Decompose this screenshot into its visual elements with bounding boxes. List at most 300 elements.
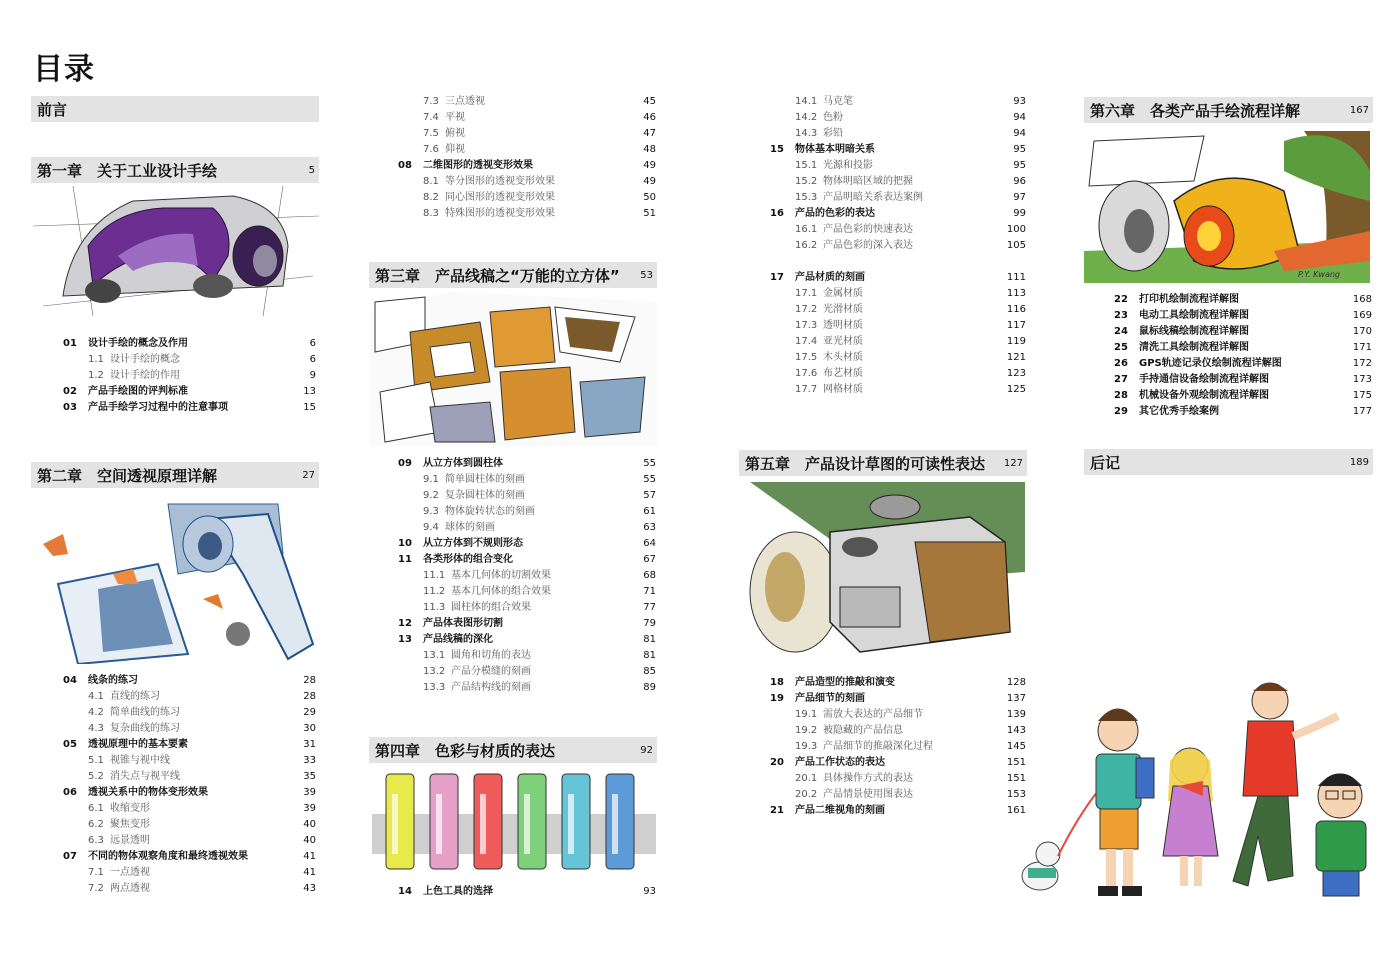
toc-entry-number: 9.1 (423, 474, 439, 485)
toc-entry-page: 46 (643, 112, 656, 123)
toc-entry-page: 81 (643, 634, 656, 645)
ch1-car-sketch (33, 186, 319, 316)
toc-entry-number: 09 (398, 458, 412, 469)
toc-entry-title: 产品结构线的刻画 (451, 682, 531, 693)
toc-entry-number: 17.3 (795, 320, 818, 331)
toc-entry-number: 16 (770, 208, 784, 219)
toc-entry[interactable] (770, 270, 1026, 286)
toc-entry-title: 网格材质 (823, 384, 863, 395)
toc-entry-title: 光源和投影 (823, 160, 873, 171)
toc-entry[interactable] (1114, 372, 1372, 388)
toc-entry-page: 55 (643, 474, 656, 485)
toc-entry[interactable] (63, 400, 316, 416)
section-bar-ch6[interactable] (1084, 97, 1373, 123)
toc-entry-title: 二维图形的透视变形效果 (423, 160, 533, 171)
toc-entry-number: 01 (63, 338, 77, 349)
toc-entry-title: 物体明暗区域的把握 (823, 176, 913, 187)
toc-entry-number: 7.4 (423, 112, 439, 123)
toc-entry-page: 63 (643, 522, 656, 533)
toc-entry[interactable] (63, 833, 316, 849)
toc-entry-page: 47 (643, 128, 656, 139)
toc-entry-page: 57 (643, 490, 656, 501)
toc-entry-number: 02 (63, 386, 77, 397)
toc-entry-title: 线条的练习 (88, 675, 138, 686)
toc-entry-page: 28 (303, 675, 316, 686)
toc-entry-number: 27 (1114, 374, 1128, 385)
toc-entry-page: 143 (1006, 725, 1026, 736)
toc-entry-title: 亚光材质 (823, 336, 863, 347)
toc-entry-number: 15.2 (795, 176, 818, 187)
toc-entry[interactable] (770, 350, 1026, 366)
toc-entry-page: 177 (1352, 406, 1372, 417)
toc-entry[interactable] (63, 785, 316, 801)
toc-entry[interactable] (770, 755, 1026, 771)
toc-entry-title: 木头材质 (823, 352, 863, 363)
toc-entry[interactable] (1114, 404, 1372, 420)
section-bar-ch1[interactable] (31, 157, 319, 183)
toc-entry-number: 05 (63, 739, 77, 750)
toc-entry-title: 产品明暗关系表达案例 (823, 192, 923, 203)
toc-entry[interactable] (770, 318, 1026, 334)
toc-entry-title: 物体旋转状态的刻画 (445, 506, 535, 517)
toc-entry-number: 03 (63, 402, 77, 413)
toc-entry[interactable] (63, 352, 316, 368)
toc-entry-title: 基本几何体的组合效果 (451, 586, 551, 597)
toc-entry-page: 117 (1006, 320, 1026, 331)
toc-entry-number: 12 (398, 618, 412, 629)
toc-entry-title: 金属材质 (823, 288, 863, 299)
toc-entry-title: 三点透视 (445, 96, 485, 107)
toc-entry[interactable] (770, 206, 1026, 222)
toc-entry-page: 31 (303, 739, 316, 750)
section-title: 第二章 空间透视原理详解 (37, 467, 218, 485)
toc-entry-number: 14.3 (795, 128, 818, 139)
toc-entry[interactable] (770, 286, 1026, 302)
toc-entry[interactable] (1114, 308, 1372, 324)
toc-entry-number: 4.3 (88, 723, 104, 734)
toc-entry-page: 39 (303, 803, 316, 814)
toc-entry[interactable] (398, 600, 656, 616)
section-bar-afterword[interactable] (1084, 449, 1373, 475)
toc-entry-page: 40 (303, 819, 316, 830)
toc-entry-page: 99 (1013, 208, 1026, 219)
toc-entry[interactable] (770, 691, 1026, 707)
toc-entry[interactable] (63, 673, 316, 689)
toc-entry-number: 4.1 (88, 691, 104, 702)
toc-entry-title: 圆角和切角的表达 (451, 650, 531, 661)
toc-entry-number: 08 (398, 160, 412, 171)
toc-entry[interactable] (398, 616, 656, 632)
toc-entry-page: 45 (643, 96, 656, 107)
toc-entry-number: 25 (1114, 342, 1128, 353)
toc-entry[interactable] (770, 803, 1026, 819)
toc-entry-page: 151 (1006, 773, 1026, 784)
toc-entry-title: 光滑材质 (823, 304, 863, 315)
toc-entry-title: 马克笔 (823, 96, 853, 107)
toc-entry-title: 产品材质的刻画 (795, 272, 865, 283)
toc-entry[interactable] (1114, 340, 1372, 356)
toc-entry-page: 6 (309, 338, 316, 349)
toc-entry[interactable] (398, 884, 656, 900)
toc-entry[interactable] (770, 110, 1026, 126)
toc-entry-page: 96 (1013, 176, 1026, 187)
toc-entry[interactable] (398, 142, 656, 158)
toc-entry-number: 19 (770, 693, 784, 704)
section-title: 前言 (37, 101, 68, 119)
toc-entry[interactable] (398, 174, 656, 190)
toc-entry-page: 161 (1006, 805, 1026, 816)
section-bar-ch2[interactable] (31, 462, 319, 488)
toc-entry-title: 消失点与视平线 (110, 771, 180, 782)
toc-entry[interactable] (770, 787, 1026, 803)
toc-entry[interactable] (398, 158, 656, 174)
toc-entry-number: 21 (770, 805, 784, 816)
toc-entry-title: 平视 (445, 112, 465, 123)
toc-entry-title: 产品细节的刻画 (795, 693, 865, 704)
toc-entry-title: 产品手绘图的评判标准 (88, 386, 188, 397)
toc-entry-title: 物体基本明暗关系 (795, 144, 875, 155)
toc-entry[interactable] (398, 568, 656, 584)
toc-entry-number: 17.2 (795, 304, 818, 315)
toc-entry-number: 5.2 (88, 771, 104, 782)
toc-entry-number: 8.2 (423, 192, 439, 203)
toc-entry-number: 17.5 (795, 352, 818, 363)
section-title: 第三章 产品线稿之“万能的立方体” (375, 267, 620, 285)
ch4-bottles-sketch (372, 769, 656, 877)
toc-entry-number: 23 (1114, 310, 1128, 321)
toc-entry-number: 15.1 (795, 160, 818, 171)
toc-entry-page: 15 (303, 402, 316, 413)
toc-entry-number: 7.3 (423, 96, 439, 107)
toc-entry-number: 17 (770, 272, 784, 283)
toc-entry[interactable] (398, 206, 656, 222)
toc-entry[interactable] (770, 382, 1026, 398)
toc-entry-page: 97 (1013, 192, 1026, 203)
toc-entry-page: 48 (643, 144, 656, 155)
toc-entry-number: 13.2 (423, 666, 446, 677)
artist-signature: P.Y. Kwang (1297, 270, 1340, 279)
toc-entry-page: 30 (303, 723, 316, 734)
toc-entry-title: 产品造型的推敲和演变 (795, 677, 895, 688)
toc-entry-page: 93 (643, 886, 656, 897)
section-page: 189 (1349, 457, 1369, 468)
toc-entry-number: 13.3 (423, 682, 446, 693)
toc-entry-page: 94 (1013, 112, 1026, 123)
toc-entry[interactable] (398, 488, 656, 504)
toc-entry-title: 透视原理中的基本要素 (88, 739, 188, 750)
toc-entry-page: 128 (1006, 677, 1026, 688)
toc-entry[interactable] (770, 222, 1026, 238)
toc-entry-title: 仰视 (445, 144, 465, 155)
toc-entry[interactable] (398, 664, 656, 680)
toc-entry-page: 68 (643, 570, 656, 581)
toc-entry-page: 71 (643, 586, 656, 597)
toc-entry-number: 9.3 (423, 506, 439, 517)
toc-entry-title: 需放大表达的产品细节 (823, 709, 923, 720)
toc-entry[interactable] (398, 648, 656, 664)
toc-entry-title: 同心图形的透视变形效果 (445, 192, 555, 203)
section-bar-ch3[interactable] (369, 262, 657, 288)
toc-entry[interactable] (398, 472, 656, 488)
toc-entry[interactable] (770, 142, 1026, 158)
toc-entry-page: 121 (1006, 352, 1026, 363)
toc-entry[interactable] (398, 520, 656, 536)
toc-entry-page: 123 (1006, 368, 1026, 379)
section-page: 127 (1003, 458, 1023, 469)
toc-entry-number: 13 (398, 634, 412, 645)
toc-entry[interactable] (1114, 356, 1372, 372)
toc-entry-number: 06 (63, 787, 77, 798)
ch3-cube-sketch (370, 292, 657, 446)
toc-entry-page: 35 (303, 771, 316, 782)
toc-entry-number: 11.3 (423, 602, 446, 613)
toc-entry-page: 95 (1013, 160, 1026, 171)
toc-entry[interactable] (398, 126, 656, 142)
toc-entry-title: 机械设备外观绘制流程详解图 (1139, 390, 1269, 401)
toc-entry-number: 18 (770, 677, 784, 688)
toc-entry-title: 俯视 (445, 128, 465, 139)
toc-entry-page: 85 (643, 666, 656, 677)
toc-entry-page: 39 (303, 787, 316, 798)
toc-entry[interactable] (63, 368, 316, 384)
toc-entry[interactable] (770, 302, 1026, 318)
toc-entry-title: 各类形体的组合变化 (423, 554, 513, 565)
toc-entry[interactable] (770, 675, 1026, 691)
toc-entry[interactable] (1114, 292, 1372, 308)
toc-entry[interactable] (1114, 324, 1372, 340)
toc-entry[interactable] (398, 584, 656, 600)
toc-entry-page: 93 (1013, 96, 1026, 107)
section-bar-ch5[interactable] (739, 450, 1027, 476)
toc-entry[interactable] (770, 334, 1026, 350)
toc-entry-title: 产品细节的推敲深化过程 (823, 741, 933, 752)
toc-entry[interactable] (63, 849, 316, 865)
toc-entry-title: 产品线稿的深化 (423, 634, 493, 645)
toc-entry-number: 26 (1114, 358, 1128, 369)
toc-entry-number: 19.3 (795, 741, 818, 752)
section-title: 后记 (1090, 454, 1121, 472)
toc-entry[interactable] (398, 504, 656, 520)
toc-entry-title: 不同的物体观察角度和最终透视效果 (88, 851, 248, 862)
toc-entry-page: 33 (303, 755, 316, 766)
toc-entry-page: 89 (643, 682, 656, 693)
toc-entry-number: 13.1 (423, 650, 446, 661)
section-page: 92 (640, 745, 653, 756)
toc-entry[interactable] (770, 158, 1026, 174)
toc-entry-number: 7.2 (88, 883, 104, 894)
toc-entry-page: 43 (303, 883, 316, 894)
toc-entry-page: 168 (1352, 294, 1372, 305)
toc-entry-page: 173 (1352, 374, 1372, 385)
toc-entry-number: 14.2 (795, 112, 818, 123)
toc-entry[interactable] (63, 705, 316, 721)
toc-entry-title: 彩铅 (823, 128, 843, 139)
toc-entry[interactable] (770, 366, 1026, 382)
ch2-hairdryer-sketch (38, 494, 316, 664)
toc-entry[interactable] (63, 865, 316, 881)
toc-entry-page: 145 (1006, 741, 1026, 752)
toc-entry-page: 137 (1006, 693, 1026, 704)
section-title: 第五章 产品设计草图的可读性表达 (745, 455, 986, 473)
toc-entry-title: 被隐藏的产品信息 (823, 725, 903, 736)
toc-entry-title: 设计手绘的概念及作用 (88, 338, 188, 349)
toc-entry-title: 布艺材质 (823, 368, 863, 379)
toc-entry[interactable] (770, 771, 1026, 787)
toc-entry-page: 125 (1006, 384, 1026, 395)
toc-entry-page: 116 (1006, 304, 1026, 315)
toc-entry-page: 40 (303, 835, 316, 846)
toc-entry-number: 17.6 (795, 368, 818, 379)
toc-entry-title: 产品工作状态的表达 (795, 757, 885, 768)
toc-entry-title: 产品色彩的快速表达 (823, 224, 913, 235)
toc-entry[interactable] (398, 190, 656, 206)
toc-entry-number: 8.3 (423, 208, 439, 219)
toc-entry-number: 17.1 (795, 288, 818, 299)
section-page: 5 (308, 165, 315, 176)
toc-entry-page: 61 (643, 506, 656, 517)
toc-entry-title: 产品情景使用图表达 (823, 789, 913, 800)
toc-entry-page: 49 (643, 160, 656, 171)
toc-entry-number: 11 (398, 554, 412, 565)
toc-entry-page: 50 (643, 192, 656, 203)
toc-entry-number: 19.1 (795, 709, 818, 720)
toc-entry-number: 20.2 (795, 789, 818, 800)
toc-entry-number: 20 (770, 757, 784, 768)
toc-entry[interactable] (63, 689, 316, 705)
toc-entry-page: 49 (643, 176, 656, 187)
toc-entry-page: 151 (1006, 757, 1026, 768)
toc-entry-title: 远景透明 (110, 835, 150, 846)
toc-entry-page: 94 (1013, 128, 1026, 139)
toc-entry-page: 67 (643, 554, 656, 565)
toc-entry[interactable] (63, 336, 316, 352)
toc-entry-number: 29 (1114, 406, 1128, 417)
toc-entry[interactable] (398, 632, 656, 648)
toc-entry-number: 14.1 (795, 96, 818, 107)
section-bar-ch4[interactable] (369, 737, 657, 763)
toc-entry[interactable] (770, 238, 1026, 254)
toc-entry-page: 29 (303, 707, 316, 718)
toc-entry-title: 两点透视 (110, 883, 150, 894)
toc-entry-number: 11.2 (423, 586, 446, 597)
toc-entry[interactable] (770, 739, 1026, 755)
toc-entry-page: 111 (1006, 272, 1026, 283)
toc-entry-number: 7.1 (88, 867, 104, 878)
toc-entry[interactable] (63, 769, 316, 785)
toc-entry-page: 51 (643, 208, 656, 219)
toc-entry[interactable] (63, 737, 316, 753)
toc-entry-page: 172 (1352, 358, 1372, 369)
toc-entry-page: 28 (303, 691, 316, 702)
toc-entry[interactable] (770, 707, 1026, 723)
toc-entry[interactable] (398, 552, 656, 568)
toc-entry[interactable] (770, 190, 1026, 206)
toc-entry[interactable] (770, 174, 1026, 190)
toc-entry[interactable] (63, 801, 316, 817)
toc-entry-page: 113 (1006, 288, 1026, 299)
toc-entry-number: 11.1 (423, 570, 446, 581)
toc-entry-number: 4.2 (88, 707, 104, 718)
toc-entry-page: 95 (1013, 144, 1026, 155)
toc-entry[interactable] (63, 721, 316, 737)
toc-entry-title: 色粉 (823, 112, 843, 123)
page-title: 目录 (33, 52, 95, 87)
toc-entry[interactable] (398, 110, 656, 126)
toc-entry-title: 复杂曲线的练习 (110, 723, 180, 734)
toc-entry[interactable] (63, 384, 316, 400)
toc-entry-title: 其它优秀手绘案例 (1139, 406, 1219, 417)
toc-entry[interactable] (1114, 388, 1372, 404)
toc-entry-title: 具体操作方式的表达 (823, 773, 913, 784)
toc-entry-number: 04 (63, 675, 77, 686)
toc-entry-title: 聚焦变形 (110, 819, 150, 830)
ch6-printer-sketch (1084, 131, 1370, 283)
toc-entry-title: 从立方体到不规则形态 (423, 538, 523, 549)
toc-entry-number: 10 (398, 538, 412, 549)
toc-entry-number: 6.1 (88, 803, 104, 814)
toc-entry[interactable] (770, 94, 1026, 110)
section-page: 27 (302, 470, 315, 481)
toc-entry[interactable] (770, 723, 1026, 739)
toc-entry-title: 一点透视 (110, 867, 150, 878)
toc-entry-title: 简单圆柱体的刻画 (445, 474, 525, 485)
toc-entry-page: 119 (1006, 336, 1026, 347)
section-page: 167 (1349, 105, 1369, 116)
toc-entry-title: 清洗工具绘制流程详解图 (1139, 342, 1249, 353)
toc-entry-page: 6 (309, 354, 316, 365)
section-page: 53 (640, 270, 653, 281)
ch5-device-sketch (740, 482, 1025, 662)
toc-entry-number: 20.1 (795, 773, 818, 784)
toc-entry-page: 55 (643, 458, 656, 469)
section-bar-preface[interactable] (31, 96, 319, 122)
toc-entry-title: 打印机绘制流程详解图 (1139, 294, 1239, 305)
toc-entry-page: 77 (643, 602, 656, 613)
toc-entry[interactable] (63, 753, 316, 769)
toc-entry-page: 79 (643, 618, 656, 629)
toc-entry-title: 设计手绘的概念 (110, 354, 180, 365)
toc-entry-number: 14 (398, 886, 412, 897)
toc-entry-number: 19.2 (795, 725, 818, 736)
toc-entry[interactable] (398, 680, 656, 696)
toc-entry[interactable] (398, 536, 656, 552)
toc-entry-number: 16.1 (795, 224, 818, 235)
toc-entry-number: 28 (1114, 390, 1128, 401)
toc-entry-number: 16.2 (795, 240, 818, 251)
toc-entry-number: 22 (1114, 294, 1128, 305)
toc-entry-page: 13 (303, 386, 316, 397)
toc-entry-number: 6.3 (88, 835, 104, 846)
toc-entry-number: 1.2 (88, 370, 104, 381)
toc-entry-title: 特殊图形的透视变形效果 (445, 208, 555, 219)
toc-entry-number: 8.1 (423, 176, 439, 187)
toc-entry-page: 170 (1352, 326, 1372, 337)
toc-entry[interactable] (770, 126, 1026, 142)
toc-entry-number: 24 (1114, 326, 1128, 337)
toc-entry-title: 透视关系中的物体变形效果 (88, 787, 208, 798)
toc-entry-title: 等分图形的透视变形效果 (445, 176, 555, 187)
toc-entry-title: 产品二维视角的刻画 (795, 805, 885, 816)
toc-entry-number: 15.3 (795, 192, 818, 203)
toc-entry[interactable] (63, 881, 316, 897)
toc-entry[interactable] (398, 94, 656, 110)
toc-entry[interactable] (398, 456, 656, 472)
toc-entry-title: 产品色彩的深入表达 (823, 240, 913, 251)
toc-entry-title: 直线的练习 (110, 691, 160, 702)
toc-entry-page: 169 (1352, 310, 1372, 321)
toc-entry[interactable] (63, 817, 316, 833)
toc-entry-number: 1.1 (88, 354, 104, 365)
